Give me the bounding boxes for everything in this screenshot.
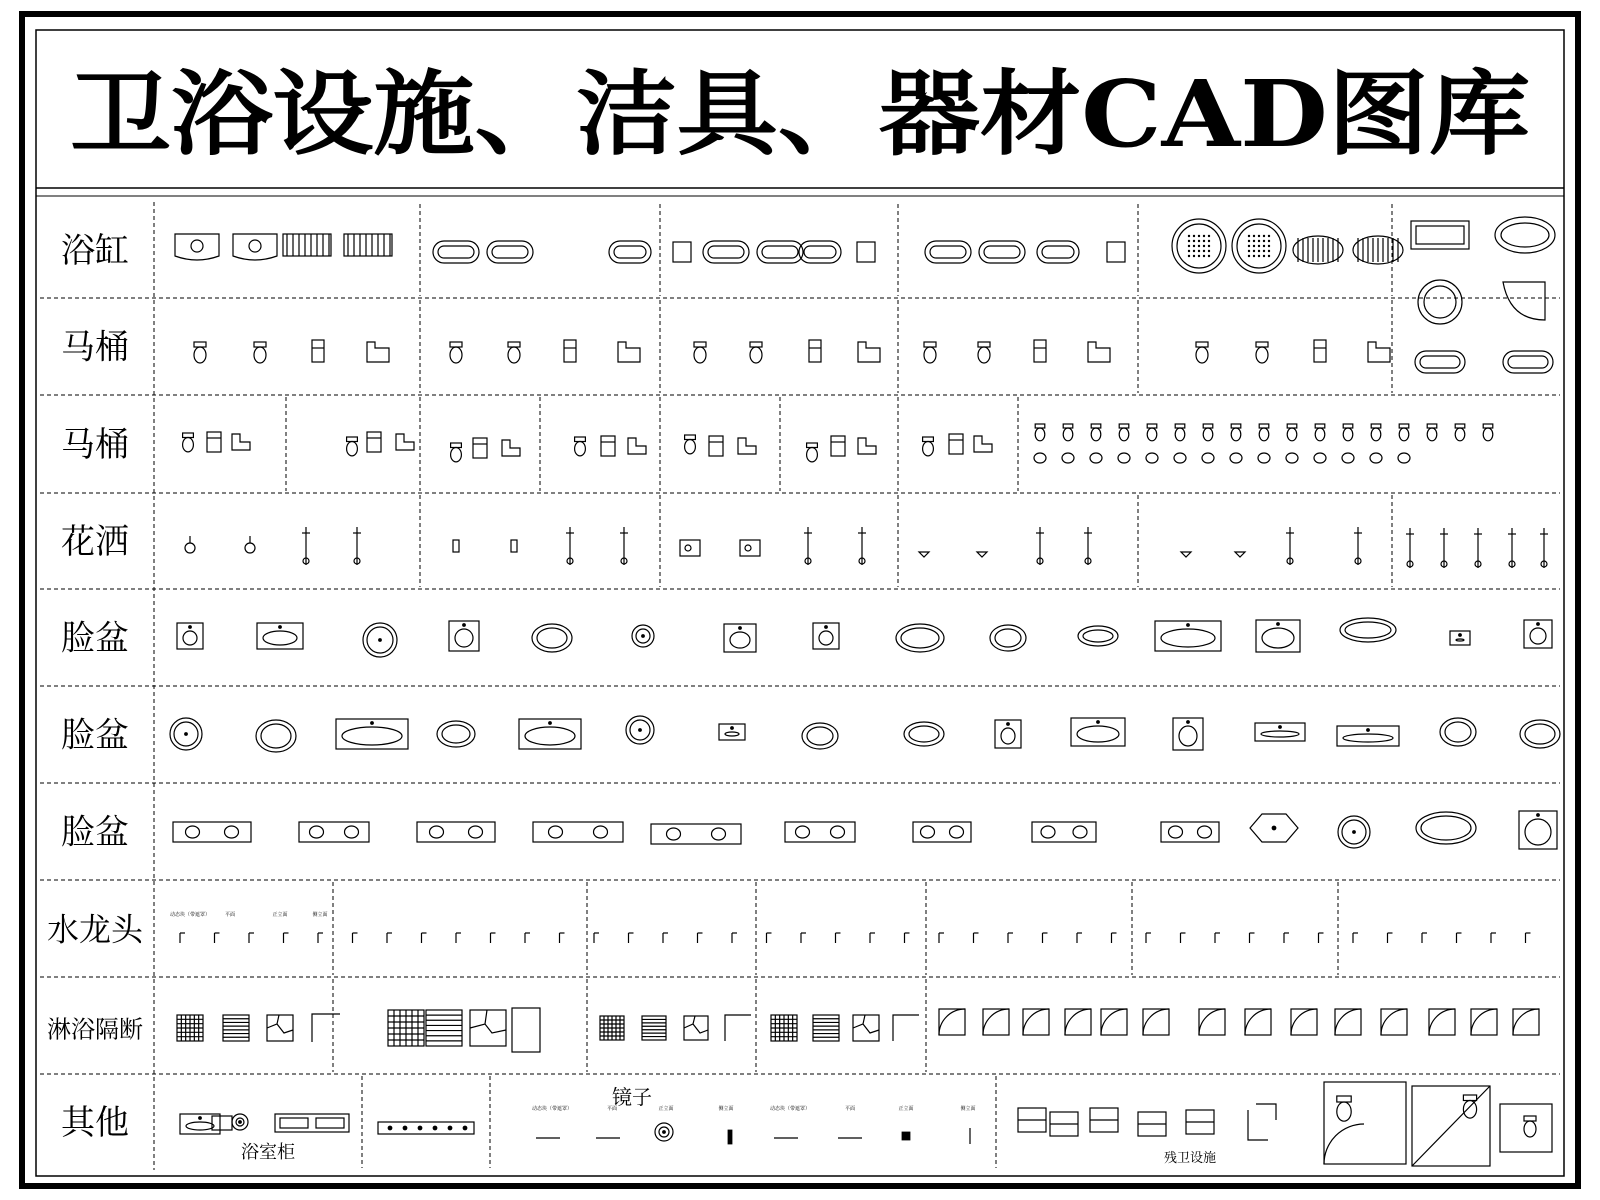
category-labels <box>47 231 144 1143</box>
svg-text:平面: 平面 <box>224 912 236 918</box>
drawing-title: 卫浴设施、洁具、器材CAD图库 <box>70 60 1530 168</box>
faucet-row <box>170 911 1531 943</box>
svg-text:动态块（带遮罩）: 动态块（带遮罩） <box>169 912 211 918</box>
annotation-mirror: 镜子 <box>612 1085 652 1109</box>
category-label: 马桶 <box>61 425 129 465</box>
svg-text:动态块（带遮罩）: 动态块（带遮罩） <box>531 1106 573 1112</box>
basin-row-2 <box>170 716 1560 752</box>
svg-text:正立面: 正立面 <box>898 1106 914 1112</box>
annotation-accessible-facilities: 残卫设施 <box>1163 1151 1217 1166</box>
toilet-row-2 <box>183 424 1493 463</box>
toilet-row-1 <box>194 340 1390 363</box>
category-label: 脸盆 <box>61 812 129 853</box>
svg-text:正立面: 正立面 <box>658 1106 674 1112</box>
category-label: 水龙头 <box>46 910 144 949</box>
svg-text:平面: 平面 <box>844 1106 856 1112</box>
symbol-library <box>170 217 1560 1166</box>
category-label: 花洒 <box>61 522 129 562</box>
others-row <box>180 1082 1552 1166</box>
bathtub-row <box>175 217 1555 373</box>
svg-text:正立面: 正立面 <box>272 912 288 918</box>
svg-text:侧立面: 侧立面 <box>718 1106 734 1112</box>
category-label: 淋浴隔断 <box>47 1015 143 1044</box>
category-label: 脸盆 <box>61 715 129 756</box>
category-label: 马桶 <box>61 327 129 368</box>
outer-frame <box>22 14 1578 1186</box>
shower-row <box>185 527 1548 568</box>
basin-row-1 <box>177 618 1552 657</box>
shower-partition-row <box>177 1008 1539 1052</box>
category-label: 脸盆 <box>61 618 129 659</box>
annotation-bathroom-cabinet: 浴室柜 <box>241 1142 295 1163</box>
svg-text:动态块（带遮罩）: 动态块（带遮罩） <box>769 1106 811 1112</box>
basin-row-3 <box>173 811 1557 849</box>
svg-text:侧立面: 侧立面 <box>960 1106 976 1112</box>
svg-text:侧立面: 侧立面 <box>312 912 328 918</box>
category-label: 其他 <box>61 1103 129 1143</box>
svg-text:平面: 平面 <box>606 1106 618 1112</box>
category-label: 浴缸 <box>61 231 129 271</box>
inner-frame <box>36 30 1564 1176</box>
catalog-grid <box>40 202 1560 1170</box>
